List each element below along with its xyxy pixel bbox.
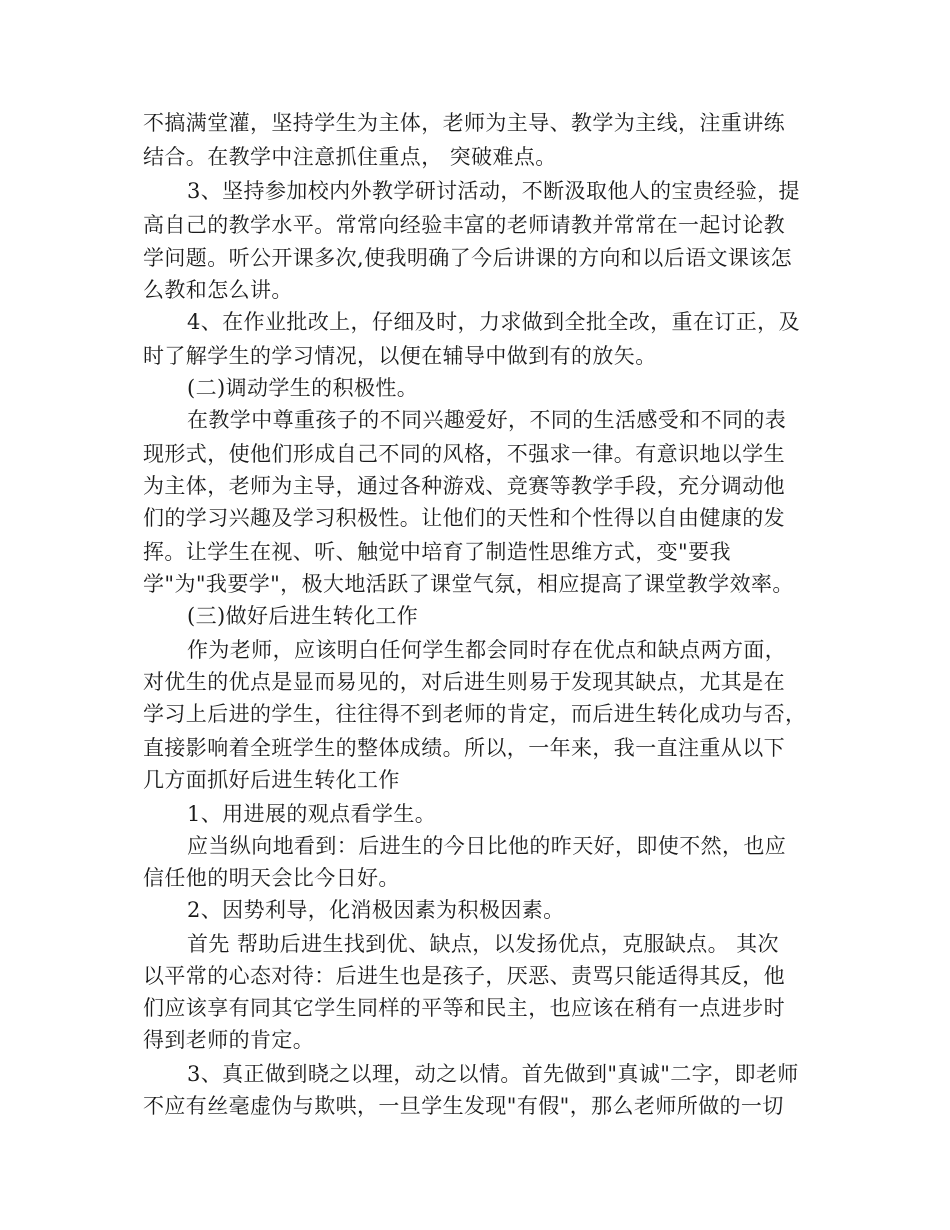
text-line: 对优生的优点是显而易见的，对后进生则易于发现其缺点，尤其是在 [143, 670, 785, 694]
numbered-item: 2、因势利导，化消极因素为积极因素。 [187, 898, 565, 922]
text-line: 不应有丝毫虚伪与欺哄，一旦学生发现"有假"，那么老师所做的一切 [143, 1094, 784, 1118]
text-line: 学问题。听公开课多次,使我明确了今后讲课的方向和以后语文课该怎 [143, 246, 793, 270]
text-line: 学"为"我要学"，极大地活跃了课堂气氛，相应提高了课堂教学效率。 [143, 572, 794, 596]
text-line: 直接影响着全班学生的整体成绩。所以，一年来，我一直注重从以下 [143, 736, 785, 760]
text-line: 们的学习兴趣及学习积极性。让他们的天性和个性得以自由健康的发 [143, 506, 785, 530]
text-line: 不搞满堂灌，坚持学生为主体，老师为主导、教学为主线，注重讲练 [143, 111, 785, 135]
section-heading: (三)做好后进生转化工作 [187, 604, 419, 628]
text-line: 以平常的心态对待：后进生也是孩子，厌恶、责骂只能适得其反，他 [143, 964, 785, 988]
text-line: 得到老师的肯定。 [143, 1028, 315, 1052]
text-line: 为主体，老师为主导，通过各种游戏、竞赛等教学手段，充分调动他 [143, 474, 785, 498]
text-line: 首先 帮助后进生找到优、缺点，以发扬优点，克服缺点。 其次 [187, 932, 779, 956]
text-line: 应当纵向地看到：后进生的今日比他的昨天好，即使不然，也应 [187, 834, 787, 858]
numbered-item: 1、用进展的观点看学生。 [187, 802, 437, 826]
text-line: 么教和怎么讲。 [143, 278, 293, 302]
text-line: 在教学中尊重孩子的不同兴趣爱好，不同的生活感受和不同的表 [187, 408, 787, 432]
text-line: 信任他的明天会比今日好。 [143, 866, 400, 890]
text-line: 3、坚持参加校内外教学研讨活动，不断汲取他人的宝贵经验，提 [187, 179, 800, 203]
text-line: 学习上后进的学生，往往得不到老师的肯定，而后进生转化成功与否， [143, 702, 807, 726]
text-line: 时了解学生的学习情况，以便在辅导中做到有的放矢。 [143, 344, 657, 368]
section-heading: (二)调动学生的积极性。 [187, 376, 419, 400]
numbered-item: 3、真正做到晓之以理，动之以情。首先做到"真诚"二字，即老师 [187, 1062, 799, 1086]
text-line: 结合。在教学中注意抓住重点， 突破难点。 [143, 145, 557, 169]
text-line: 现形式，使他们形成自己不同的风格，不强求一律。有意识地以学生 [143, 442, 785, 466]
text-line: 作为老师，应该明白任何学生都会同时存在优点和缺点两方面， [187, 638, 787, 662]
text-line: 几方面抓好后进生转化工作 [143, 768, 400, 792]
text-line: 4、在作业批改上，仔细及时，力求做到全批全改，重在订正，及 [187, 310, 800, 334]
text-line: 高自己的教学水平。常常向经验丰富的老师请教并常常在一起讨论教 [143, 213, 785, 237]
text-line: 们应该享有同其它学生同样的平等和民主，也应该在稍有一点进步时 [143, 996, 785, 1020]
text-line: 挥。让学生在视、听、触觉中培育了制造性思维方式，变"要我 [143, 540, 731, 564]
